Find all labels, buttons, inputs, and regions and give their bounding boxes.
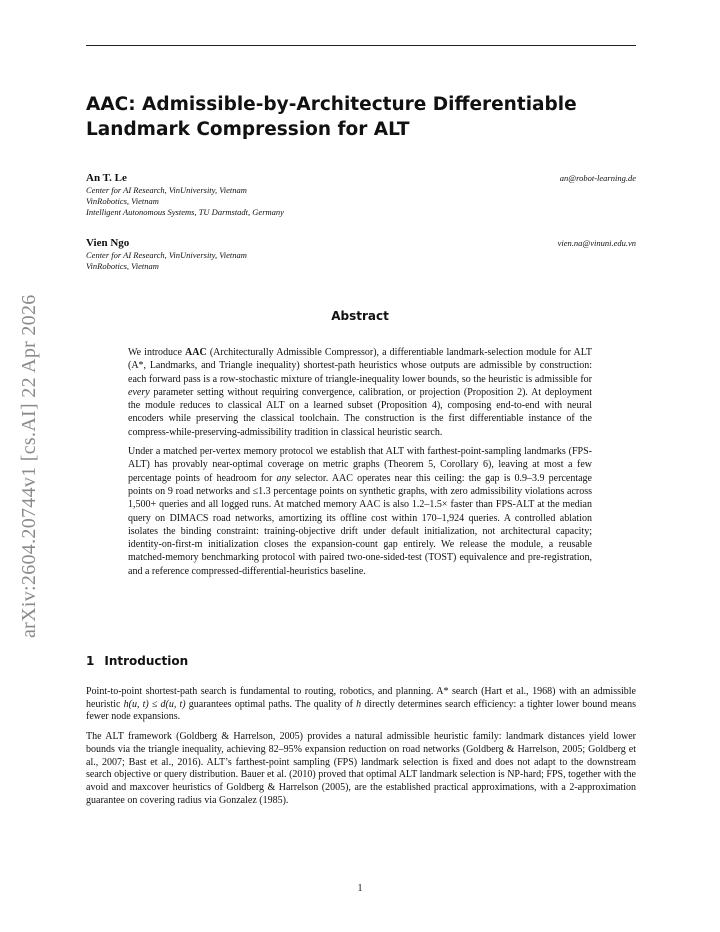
- abstract-paragraph-2: [128, 445, 592, 578]
- section-title: Introduction: [104, 654, 189, 668]
- section-number: 1: [86, 654, 95, 668]
- abstract-paragraph-1: [128, 346, 592, 439]
- author-email: vien.na@vinuni.edu.vn: [557, 238, 636, 248]
- author-name: Vien Ngo: [86, 237, 130, 249]
- introduction-body: [86, 686, 636, 814]
- body-paragraph-2: The ALT framework (Goldberg & Harrelson, 2005) provides a natural admissible heuristic family: landmark distances yield lower bounds via the triangle inequality, achieving 82–95% expansion reduction on road networks (Goldberg & Harrelson, 2005; Goldberg et al., 2007; Bast et al., 2016). ALT’s farthest-point sampling (FPS) landmark selection is fixed and does not adapt to the downstream search objective or query distribution. Bauer et al. (2010) proved that optimal ALT landmark selection is NP-hard; FPS, together with the avoid and maxcover heuristics of Goldberg & Harrelson (2005), are the established practical approximations, with a 2-approximation guarantee on covering radius via Gonzalez (1985).: [86, 731, 636, 806]
- text-run: We introduce: [128, 347, 186, 358]
- text-run: Point-to-point shortest-path search is fundamental to routing, robotics, and planning. A* search (Hart et al., 1968) with an admissible heuristic: [86, 686, 636, 710]
- author-name: An T. Le: [86, 172, 127, 184]
- text-run: (Architecturally Admissible Compressor), a differentiable landmark-selection module for ALT (A*, Landmarks, and Triangle inequality) shortest-path heuristics whose outputs are admissible by construction: each forward pass is a row-stochastic mixture of triangle-inequality lower bounds, so the heuristic is admissible for: [128, 347, 592, 385]
- author-affiliation: Center for AI Research, VinUniversity, Vietnam: [86, 185, 247, 195]
- header-rule: [86, 45, 636, 46]
- abstract-heading: Abstract: [331, 309, 389, 323]
- text-run: guarantees optimal paths. The quality of: [185, 698, 357, 710]
- bold-term: AAC: [185, 347, 207, 358]
- italic-term: every: [128, 386, 150, 398]
- author-block-2: [86, 237, 636, 272]
- text-run: directly determines search efficiency: a tighter lower bound means fewer node expansions.: [86, 698, 636, 723]
- text-run: parameter setting without requiring convergence, calibration, or projection (Proposition 2). At deployment the module reduces to classical ALT on a learned subset (Proposition 4), composing end-to-end with neural encoders while preserving the classical toolchain. The construction is the first differentiable instance of the compress-while-preserving-admissibility tradition in classical heuristic search.: [128, 386, 592, 438]
- text-run: selector. AAC operates near this ceiling: the gap is 0.9–3.9 percentage points on 9 road networks and ≤1.3 percentage points on synthetic graphs, with zero admissibility violations across 1,500+ queries and all logged runs. At matched memory AAC is also 1.2–1.5× faster than FPS-ALT at the median query on DIMACS road networks, amortizing its offline cost within 170–1,924 queries. A controlled ablation isolates the binding constraint: training-objective drift under default initialization, not architectural capacity; identity-on-first-m initialization closes the expansion-count gap entirely. We release the module, a reusable matched-memory benchmarking protocol with paired two-one-sided-test (TOST) equivalence and pre-registration, and a reference compressed-differential-heuristics baseline.: [128, 472, 592, 577]
- page-number: 1: [357, 883, 363, 894]
- author-affiliation: VinRobotics, Vietnam: [86, 196, 159, 206]
- author-affiliation: VinRobotics, Vietnam: [86, 261, 159, 271]
- author-block-1: [86, 172, 636, 218]
- text-run: Under a matched per-vertex memory protocol we establish that ALT with farthest-point-sampling landmarks (FPS-ALT) has provably near-optimal coverage on metric graphs (Theorem 5, Corollary 6), leaving at most a few percentage points of headroom for: [128, 446, 592, 484]
- author-affiliation: Intelligent Autonomous Systems, TU Darmstadt, Germany: [86, 207, 284, 217]
- paper-title: AAC: Admissible-by-Architecture Differentiable Landmark Compression for ALT: [86, 94, 577, 140]
- author-affiliation: Center for AI Research, VinUniversity, Vietnam: [86, 250, 247, 260]
- section-heading: [86, 654, 188, 668]
- author-email: an@robot-learning.de: [559, 173, 636, 183]
- math-expression: h: [356, 698, 362, 710]
- abstract-body: [128, 346, 592, 584]
- body-paragraph-1: [86, 686, 636, 724]
- italic-term: any: [276, 472, 291, 484]
- math-expression: h(u, t) ≤ d(u, t): [123, 698, 186, 710]
- arxiv-identifier-stamp: arXiv:2604.20744v1 [cs.AI] 22 Apr 2026: [18, 294, 40, 638]
